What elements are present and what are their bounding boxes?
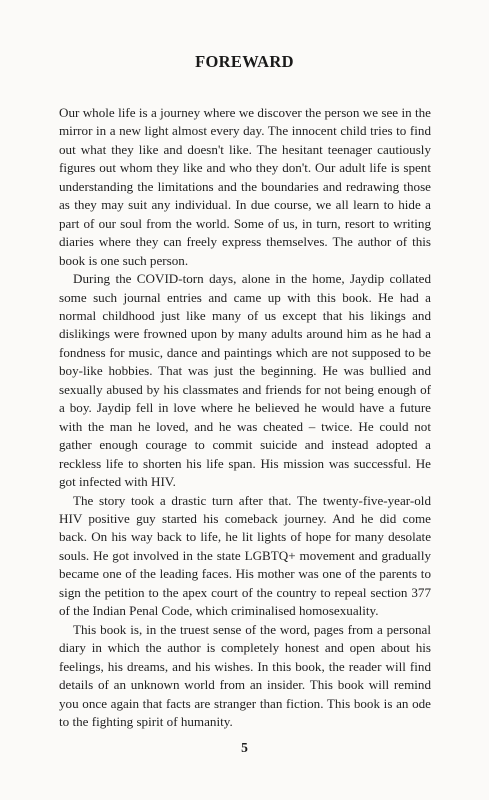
paragraph-4: This book is, in the truest sense of the word, pages from a personal diary in which the author is completely honest and open about his feelings, his dreams, and his wishes. In this book, the reader will find details of an unknown world from an insider. This book will remind you once again that facts are stranger than fiction. This book is an ode to the fighting spirit of humanity.	[59, 621, 431, 729]
foreword-body	[59, 104, 431, 731]
paragraph-2: During the COVID-torn days, alone in the home, Jaydip collated some such journal entries and came up with this book. He had a normal childhood just like many of us except that his likings and dislikings were frowned upon by many adults around him as he had a fondness for music, dance and paintings which are not supposed to be boy-like hobbies. That was just the beginning. He was bullied and sexually abused by his classmates and friends for not being enough of a boy. Jaydip fell in love where he believed he would have a future with the man he loved, and he was cheated – twice. He could not gather enough courage to commit suicide and instead adopted a reckless life to shorten his life span. His mission was successful. He got infected with HIV.	[59, 271, 431, 490]
paragraph-3: The story took a drastic turn after that. The twenty-five-year-old HIV positive guy started his comeback journey. And he did come back. On his way back to life, he lit lights of hope for many desolate souls. He got involved in the state LGBTQ+ movement and gradually became one of the leading faces. His mother was one of the parents to sign the petition to the apex court of the country to repeal section 377 of the Indian Penal Code, which criminalised homosexuality.	[59, 492, 431, 619]
page-title: FOREWARD	[195, 52, 294, 71]
paragraph-1: Our whole life is a journey where we discover the person we see in the mirror in a new light almost every day. The innocent child tries to find out what they like and doesn't like. The hesitant teenager cautiously figures out whom they like and who they don't. Our adult life is spent understanding the limitations and the boundaries and redrawing those as they may suit any individual. In due course, we all learn to hide a part of our soul from the world. Some of us, in turn, resort to writing diaries where they can freely express themselves. The author of this book is one such person.	[59, 105, 431, 268]
page-number: 5	[241, 740, 248, 755]
